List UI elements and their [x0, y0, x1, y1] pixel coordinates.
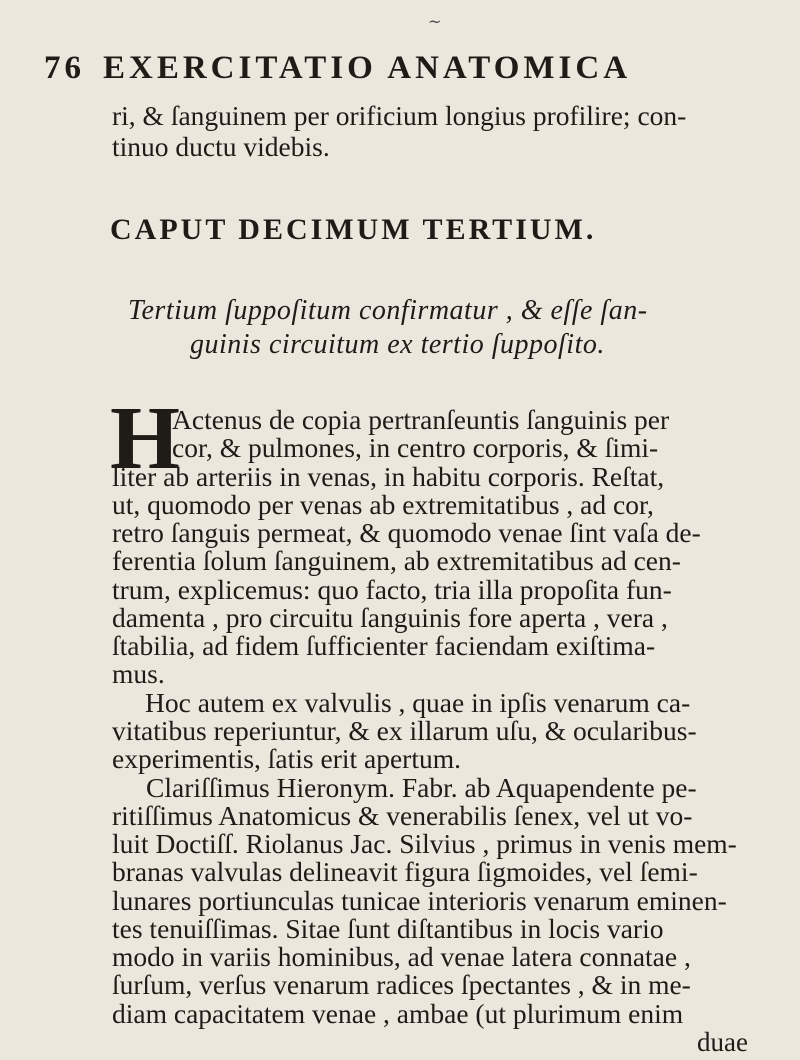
body-line-12: vitatibus reperiuntur, & ex illarum uſu, & ocularibus- — [112, 715, 697, 746]
opening-line-2: tinuo ductu videbis. — [112, 131, 330, 162]
page-number: 76 — [44, 50, 85, 86]
body-line-21: ſurſum, verſus venarum radices ſpectantes , & in me- — [112, 969, 691, 1001]
chapter-summary-line-2: guinis circuitum ex tertio ſuppoſito. — [190, 329, 605, 360]
body-line-3: liter ab arteriis in venas, in habitu corporis. Reſtat, — [112, 460, 665, 492]
body-line-18: lunares portiunculas tunicae interioris venarum eminen- — [112, 884, 727, 916]
body-line-9: ſtabilia, ad fidem ſufficienter faciendam exiſtima- — [112, 630, 656, 662]
body-line-20: modo in variis hominibus, ad venae latera connatae , — [112, 941, 691, 973]
drop-cap: H — [110, 389, 181, 488]
opening-line-1: ri, & ſanguinem per orificium longius profilire; con- — [112, 100, 687, 131]
catchword: duae — [697, 1026, 748, 1057]
running-title: EXERCITATIO ANATOMICA — [103, 50, 632, 86]
chapter-title: CAPUT DECIMUM TERTIUM. — [110, 213, 597, 246]
body-line-1: Actenus de copia pertranſeuntis ſanguinis per — [172, 404, 670, 435]
chapter-summary-line-1: Tertium ſuppoſitum confirmatur , & eſſe ſan- — [128, 295, 648, 326]
body-line-10: mus. — [112, 658, 165, 690]
body-line-13: experimentis, ſatis erit apertum. — [112, 743, 461, 775]
body-line-16: luit Doctiſſ. Riolanus Jac. Silvius , primus in venis mem- — [112, 828, 737, 860]
body-line-17: branas valvulas delineavit figura ſigmoides, vel ſemi- — [112, 856, 698, 888]
body-line-15: ritiſſimus Anatomicus & venerabilis ſenex, vel ut vo- — [112, 799, 693, 831]
body-line-11: Hoc autem ex valvulis , quae in ipſis venarum ca- — [145, 686, 691, 718]
body-line-7: trum, explicemus: quo facto, tria illa propoſita fun- — [112, 573, 672, 605]
body-line-6: ferentia ſolum ſanguinem, ab extremitatibus ad cen- — [112, 545, 681, 577]
body-line-19: tes tenuiſſimas. Sitae ſunt diſtantibus in locis vario — [112, 912, 664, 944]
running-head — [44, 48, 744, 88]
body-line-22: diam capacitatem venae , ambae (ut plurimum enim — [112, 997, 684, 1029]
ink-mark: ~ — [428, 12, 442, 31]
body-line-14: Clariſſimus Hieronym. Fabr. ab Aquapendente pe- — [146, 771, 697, 803]
body-line-5: retro ſanguis permeat, & quomodo venae ſint vaſa de- — [112, 517, 701, 549]
body-line-8: damenta , pro circuitu ſanguinis fore aperta , vera , — [112, 601, 668, 633]
body-line-4: ut, quomodo per venas ab extremitatibus , ad cor, — [112, 488, 654, 520]
body-line-2: cor, & pulmones, in centro corporis, & ſimi- — [172, 432, 659, 464]
